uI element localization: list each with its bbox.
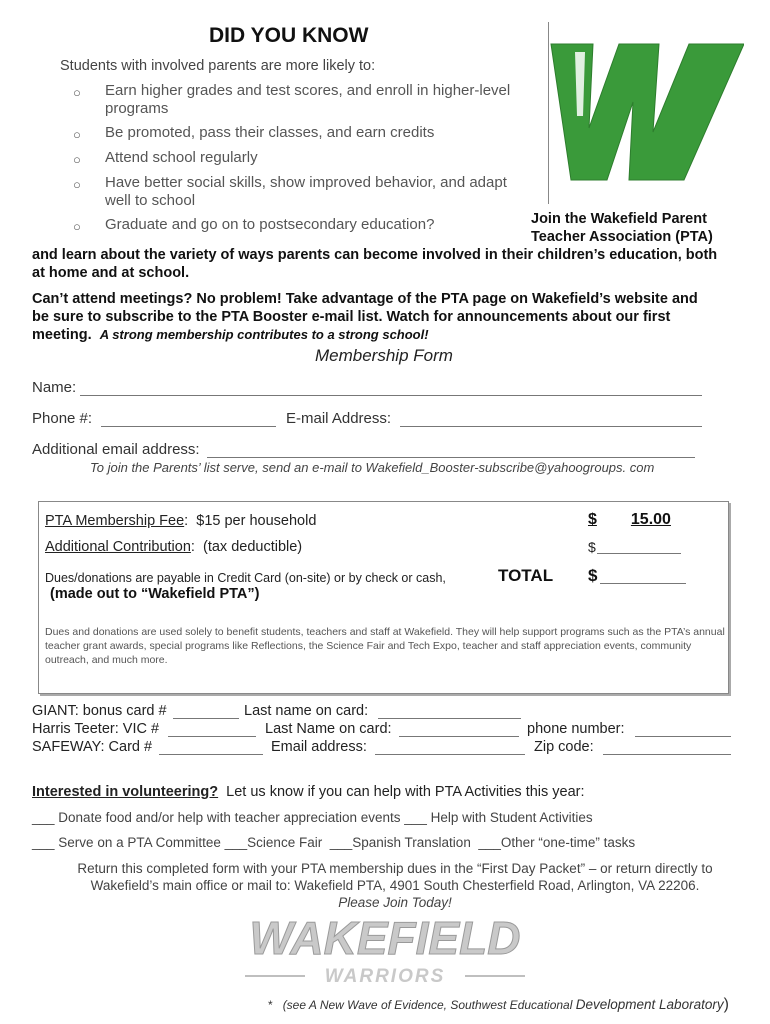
contribution-field[interactable] bbox=[597, 553, 681, 554]
additional-email-field[interactable] bbox=[207, 457, 695, 458]
membership-fee-amount: $ 15.00 bbox=[588, 511, 671, 528]
donate-checkbox[interactable]: ___ bbox=[32, 810, 55, 825]
other-checkbox[interactable]: ___ bbox=[478, 835, 501, 850]
contribution-currency: $ bbox=[588, 539, 596, 555]
strong-school-text: A strong membership contributes to a strong school! bbox=[99, 327, 429, 342]
additional-email-label: Additional email address: bbox=[32, 441, 200, 458]
warriors-logo-text: WARRIORS bbox=[324, 966, 446, 987]
harris-phone-label: phone number: bbox=[527, 721, 625, 737]
spanish-checkbox[interactable]: ___ bbox=[329, 835, 353, 850]
contribution-label: Additional Contribution: (tax deductible) bbox=[45, 539, 303, 555]
bullet-item: Have better social skills, show improved behavior, and adapt well to school bbox=[105, 174, 507, 209]
bullet-item: Attend school regularly bbox=[105, 149, 258, 166]
volunteer-row-1: ___ Donate food and/or help with teacher appreciation events ___ Help with Student Activities bbox=[32, 810, 593, 825]
return-instructions: Return this completed form with your PTA membership dues in the “First Day Packet” – or return directly to Wakefield’s main office or mail to: Wakefield PTA, 4901 South Chesterfield Road, Arlington, VA 22206. Please Join Today! bbox=[77, 861, 713, 910]
name-label: Name: bbox=[32, 379, 77, 396]
email-label: E-mail Address: bbox=[286, 410, 392, 427]
total-label: TOTAL bbox=[498, 566, 554, 585]
harris-vic-field[interactable] bbox=[168, 736, 256, 737]
science-checkbox[interactable]: ___ bbox=[224, 835, 248, 850]
phone-field[interactable] bbox=[101, 426, 276, 427]
payable-note: Dues/donations are payable in Credit Card (on-site) or by check or cash, bbox=[45, 571, 446, 585]
committee-checkbox[interactable]: ___ bbox=[32, 835, 55, 850]
safeway-label: SAFEWAY: Card # bbox=[32, 739, 153, 755]
footnote: * (see A New Wave of Evidence, Southwest Educational Development Laboratory) bbox=[268, 996, 729, 1013]
meetings-paragraph: Can’t attend meetings? No problem! Take advantage of the PTA page on Wakefield’s website and be sure to subscribe to the PTA Booster e-mail list. Watch for announcements about our first meeting. A strong membership contributes to a strong school! bbox=[32, 291, 698, 343]
wakefield-w-logo-icon bbox=[549, 42, 744, 182]
safeway-email-field[interactable] bbox=[375, 754, 525, 755]
safeway-zip-field[interactable] bbox=[603, 754, 731, 755]
total-currency: $ bbox=[588, 566, 598, 585]
total-field[interactable] bbox=[600, 583, 686, 584]
phone-label: Phone #: bbox=[32, 410, 93, 427]
bullet-icon: ○ bbox=[73, 219, 81, 234]
harris-last-name-label: Last Name on card: bbox=[265, 721, 392, 737]
giant-card-field[interactable] bbox=[173, 718, 239, 719]
bullet-item: Earn higher grades and test scores, and enroll in higher-level programs bbox=[105, 82, 511, 117]
join-pta-text: Join the Wakefield Parent Teacher Association (PTA) bbox=[531, 211, 713, 245]
email-field[interactable] bbox=[400, 426, 702, 427]
involvement-paragraph: and learn about the variety of ways parents can become involved in their children’s education, both at home and at school. bbox=[32, 247, 718, 281]
harris-last-name-field[interactable] bbox=[399, 736, 519, 737]
made-out-note: (made out to “Wakefield PTA”) bbox=[50, 586, 260, 602]
volunteer-row-2: ___ Serve on a PTA Committee ___Science Fair ___Spanish Translation ___Other “one-time” tasks bbox=[32, 835, 636, 850]
bullet-icon: ○ bbox=[73, 127, 81, 142]
bullet-item: Be promoted, pass their classes, and earn credits bbox=[105, 124, 435, 141]
harris-phone-field[interactable] bbox=[635, 736, 731, 737]
safeway-card-field[interactable] bbox=[159, 754, 263, 755]
volunteer-heading: Interested in volunteering? Let us know if you can help with PTA Activities this year: bbox=[32, 784, 585, 800]
bullet-icon: ○ bbox=[73, 85, 81, 100]
giant-last-name-label: Last name on card: bbox=[244, 703, 369, 719]
safeway-email-label: Email address: bbox=[271, 739, 367, 755]
intro-text: Students with involved parents are more likely to: bbox=[60, 58, 376, 74]
listserve-note: To join the Parents’ list serve, send an e-mail to Wakefield_Booster-subscribe@yahoogroups. com bbox=[90, 460, 655, 475]
name-field[interactable] bbox=[80, 395, 702, 396]
dues-usage-text: Dues and donations are used solely to benefit students, teachers and staff at Wakefield. They will help support programs such as the PTA’s annual teacher grant awards, special programs like Reflections, the Science Fair and Tech Expo, teacher and staff appreciation events, community outreach, and much more. bbox=[45, 626, 725, 666]
bullet-item: Graduate and go on to postsecondary education? bbox=[105, 216, 435, 233]
safeway-zip-label: Zip code: bbox=[534, 739, 594, 755]
giant-label: GIANT: bonus card # bbox=[32, 703, 167, 719]
membership-fee-label: PTA Membership Fee: $15 per household bbox=[45, 513, 317, 529]
wakefield-logo-text: WAKEFIELD bbox=[249, 912, 521, 964]
giant-last-name-field[interactable] bbox=[378, 718, 521, 719]
bullet-icon: ○ bbox=[73, 152, 81, 167]
harris-label: Harris Teeter: VIC # bbox=[32, 721, 160, 737]
wakefield-warriors-logo bbox=[210, 912, 560, 992]
page-title: DID YOU KNOW bbox=[209, 24, 369, 47]
students-checkbox[interactable]: ___ bbox=[404, 810, 427, 825]
membership-form-title: Membership Form bbox=[315, 346, 453, 365]
bullet-icon: ○ bbox=[73, 177, 81, 192]
